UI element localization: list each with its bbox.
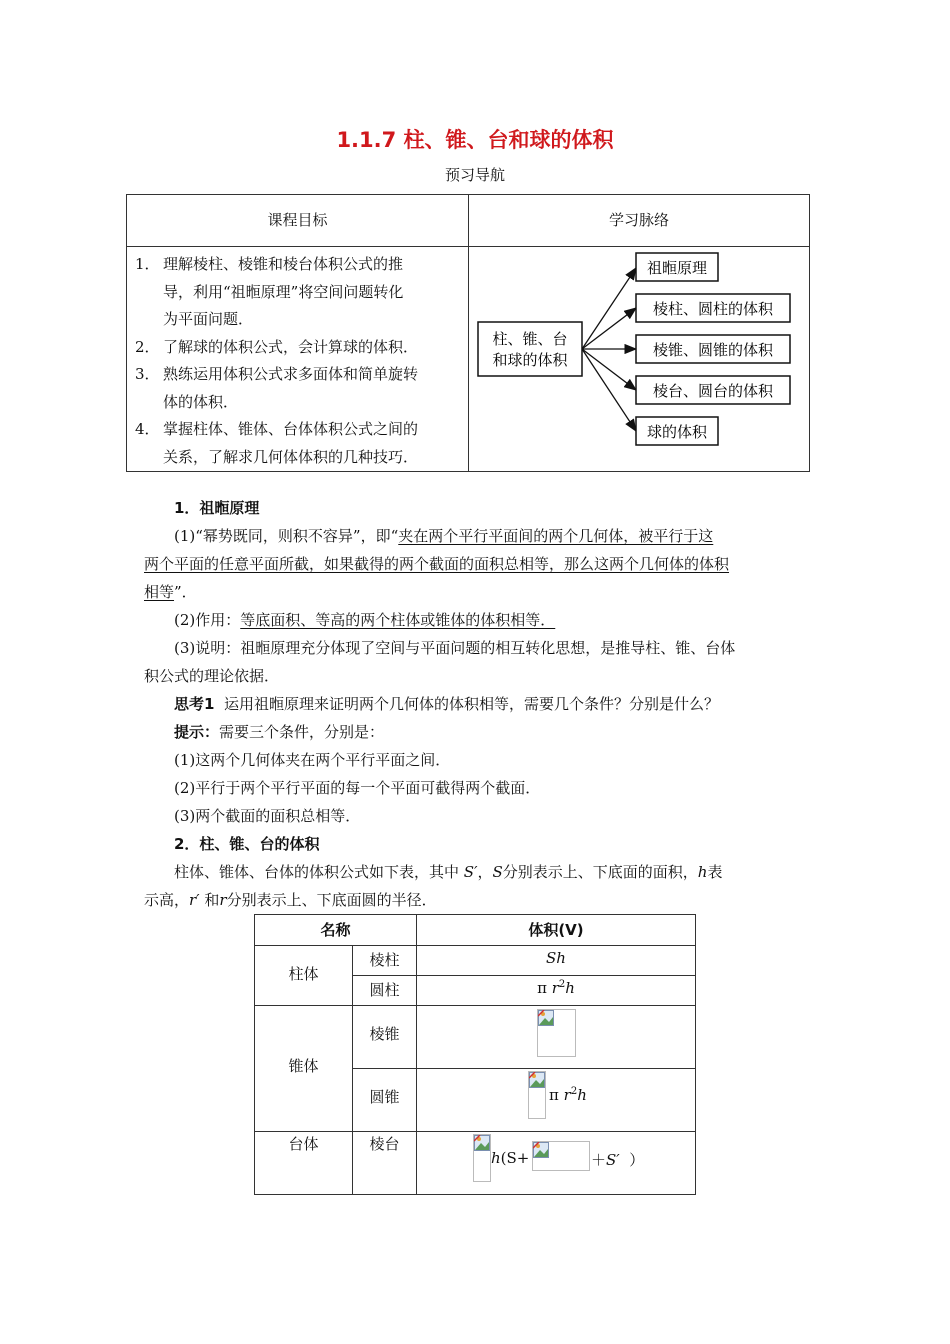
branch-arrow	[582, 349, 636, 431]
row-label-zhuti: 柱体	[288, 965, 319, 983]
section-heading: 1．祖暅原理	[174, 499, 260, 517]
paragraph-line: 两个平面的任意平面所截，如果截得的两个截面的面积总相等，那么这两个几何体的体积	[144, 555, 730, 573]
broken-image-icon	[528, 1071, 546, 1119]
row-label-yuanzhu: 圆柱	[369, 981, 400, 999]
list-item: 2． 了解球的体积公式，会计算球的体积．	[135, 337, 419, 356]
hint-line: 提示：需要三个条件，分别是：	[174, 723, 385, 741]
section-heading: 2．柱、锥、台的体积	[174, 835, 320, 853]
center-node-line2: 和球的体积	[492, 351, 568, 369]
table-divider	[255, 945, 695, 946]
list-item: 4． 掌握柱体、锥体、台体体积公式之间的 关系，了解求几何体体积的几种技巧．	[135, 420, 419, 466]
think-question: 思考1 运用祖暅原理来证明两个几何体的体积相等，需要几个条件？分别是什么？	[174, 695, 719, 713]
paragraph-line: (1)“幂势既同，则积不容异”，即“夹在两个平行平面间的两个几何体，被平行于这	[174, 527, 714, 545]
table-divider	[352, 975, 695, 976]
branch-label: 棱锥、圆锥的体积	[652, 341, 774, 359]
section-subtitle: 预习导航	[444, 166, 505, 184]
row-label-yuanzhui: 圆锥	[369, 1088, 400, 1106]
table-divider	[468, 195, 469, 471]
branch-label: 棱台、圆台的体积	[652, 382, 774, 400]
branch-arrow	[582, 268, 636, 349]
preview-nav-table	[126, 194, 810, 472]
goals-header: 课程目标	[267, 211, 328, 229]
row-label-lengzhui: 棱锥	[369, 1025, 400, 1043]
paragraph-line: 示高，r′ 和r分别表示上、下底面圆的半径．	[144, 891, 437, 909]
header-volume: 体积(V)	[528, 921, 584, 939]
paragraph-line: 积公式的理论依据．	[144, 667, 280, 685]
broken-image-icon	[473, 1134, 491, 1182]
list-item: 1． 理解棱柱、棱锥和棱台体积公式的推 导，利用“祖暅原理”将空间问题转化 为平面问题．	[135, 255, 404, 328]
table-divider	[255, 1131, 695, 1132]
volume-formula-table	[254, 914, 696, 1195]
branch-arrow	[582, 308, 636, 349]
header-name: 名称	[320, 921, 351, 939]
branch-arrow	[582, 349, 636, 390]
list-item: 3． 熟练运用体积公式求多面体和简单旋转 体的体积．	[135, 365, 419, 411]
broken-image-icon	[532, 1141, 590, 1171]
center-node-line1: 柱、锥、台	[492, 330, 568, 348]
table-divider	[352, 1068, 695, 1069]
branch-label: 球的体积	[646, 423, 708, 441]
table-divider	[255, 1005, 695, 1006]
row-label-zhuiti: 锥体	[288, 1057, 319, 1075]
row-label-lengtai: 棱台	[369, 1135, 400, 1153]
formula-yuanzhu: π $r^2h$	[537, 979, 575, 997]
concept-map	[470, 247, 810, 472]
goal-list	[135, 251, 461, 471]
context-header: 学习脉络	[608, 211, 669, 229]
list-item: (3)两个截面的面积总相等．	[174, 807, 361, 825]
row-label-taiti: 台体	[288, 1135, 319, 1153]
paragraph-line: 柱体、锥体、台体的体积公式如下表，其中 S′，S分别表示上、下底面的面积，h表	[174, 863, 723, 881]
list-item: (2)平行于两个平行平面的每一个平面可截得两个截面．	[174, 779, 541, 797]
paragraph-line: (3)说明：祖暅原理充分体现了空间与平面问题的相互转化思想，是推导柱、锥、台体	[174, 639, 736, 657]
formula-lengzhu: Sh	[546, 949, 566, 967]
paragraph-line: 相等”．	[144, 583, 197, 601]
branch-label: 棱柱、圆柱的体积	[652, 300, 774, 318]
formula-lengtai-start: h(S+	[491, 1149, 530, 1167]
list-item: (1)这两个几何体夹在两个平行平面之间．	[174, 751, 451, 769]
formula-yuanzhui: π $r^2h$	[549, 1086, 587, 1104]
page-title: 1.1.7 柱、锥、台和球的体积	[336, 128, 614, 152]
row-label-lengzhu: 棱柱	[369, 951, 400, 969]
paragraph-line: (2)作用：等底面积、等高的两个柱体或锥体的体积相等．	[174, 611, 556, 629]
formula-lengtai-end: ＋S′ ）	[591, 1151, 645, 1169]
broken-image-icon	[537, 1009, 576, 1057]
branch-label: 祖暅原理	[646, 259, 708, 277]
